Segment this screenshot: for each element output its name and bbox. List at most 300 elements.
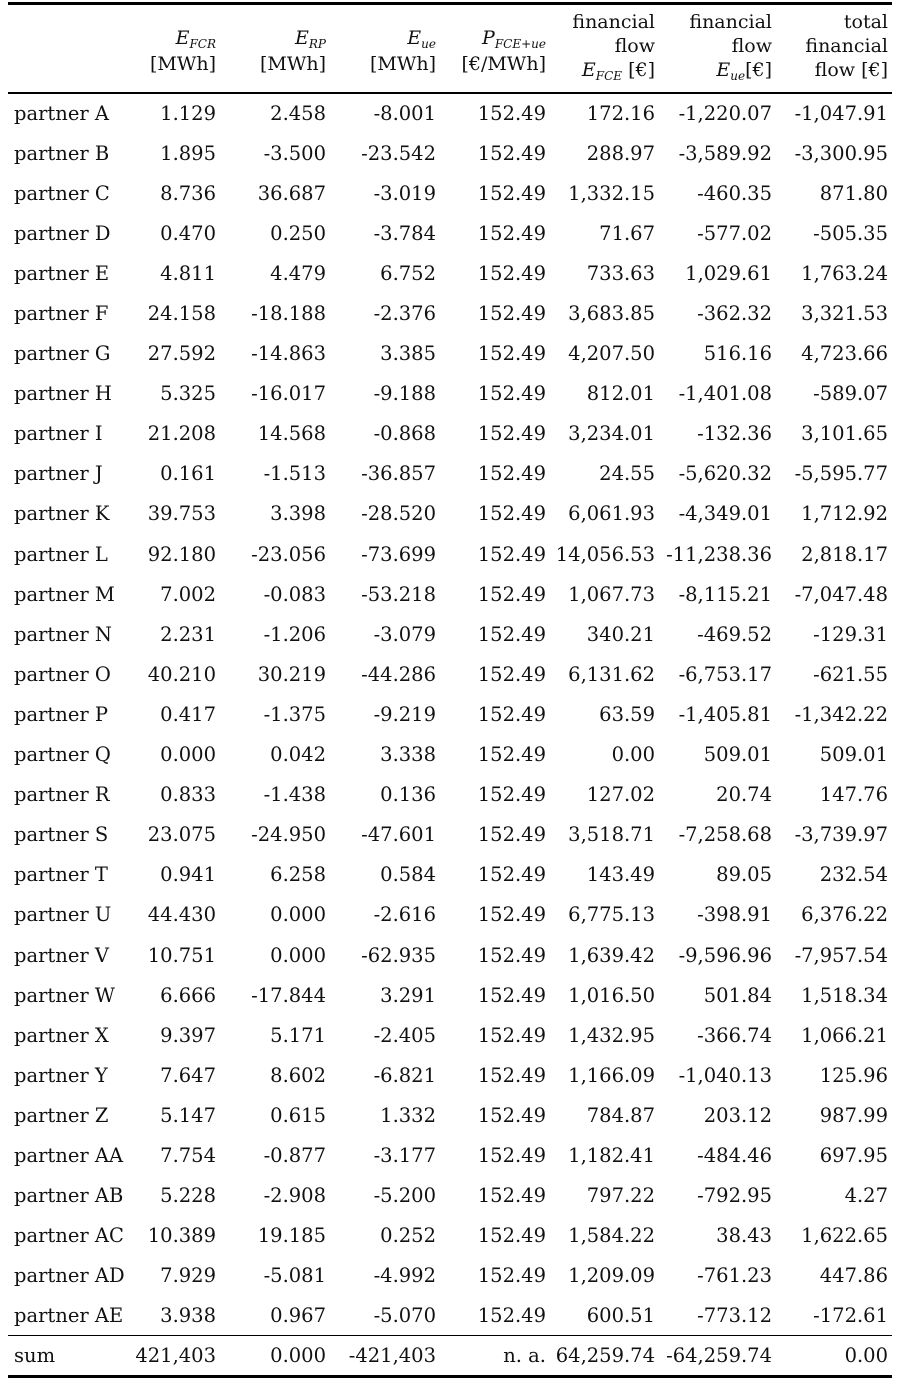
- cell-e-fcr: 0.417: [160, 702, 216, 726]
- cell-e-rp: 5.171: [270, 1023, 326, 1047]
- cell-e-ue: -9.219: [373, 702, 436, 726]
- sum-cell-total-flow: 0.00: [844, 1344, 888, 1367]
- cell-total-flow: 3,101.65: [801, 422, 888, 446]
- cell-flow-e-fce: 172.16: [586, 101, 655, 125]
- cell-flow-e-fce: 63.59: [599, 702, 655, 726]
- cell-flow-e-fce: 1,166.09: [568, 1063, 655, 1087]
- cell-p-fce-ue: 152.49: [477, 181, 546, 205]
- header-financial-flow-e-ue: financial flow $E_{ue}[€]$: [689, 11, 772, 83]
- cell-flow-e-ue: 1,029.61: [685, 261, 772, 285]
- cell-e-rp: -5.081: [263, 1264, 326, 1288]
- sum-cell-e-fcr: 421,403: [135, 1344, 216, 1367]
- cell-partner: partner Q: [14, 743, 111, 767]
- cell-total-flow: -5,595.77: [794, 462, 888, 486]
- sum-cell-p-fce-ue: n. a.: [503, 1344, 546, 1367]
- cell-e-fcr: 10.751: [147, 943, 216, 967]
- cell-partner: partner L: [14, 542, 108, 566]
- cell-total-flow: 4.27: [844, 1184, 888, 1208]
- cell-flow-e-ue: -132.36: [697, 422, 772, 446]
- cell-flow-e-fce: 0.00: [611, 743, 655, 767]
- cell-e-fcr: 27.592: [147, 342, 216, 366]
- header-e-rp: $E_{RP}$ [MWh]: [259, 27, 326, 75]
- cell-e-fcr: 7.647: [160, 1063, 216, 1087]
- cell-flow-e-fce: 6,061.93: [568, 502, 655, 526]
- cell-total-flow: 871.80: [819, 181, 888, 205]
- cell-e-ue: -3.079: [373, 622, 436, 646]
- cell-e-rp: -16.017: [251, 382, 326, 406]
- cell-p-fce-ue: 152.49: [477, 1103, 546, 1127]
- cell-partner: partner AB: [14, 1184, 124, 1208]
- cell-flow-e-ue: -3,589.92: [678, 141, 772, 165]
- table-row: [8, 614, 892, 654]
- cell-flow-e-ue: 89.05: [716, 863, 772, 887]
- cell-flow-e-fce: 3,518.71: [568, 823, 655, 847]
- cell-partner: partner D: [14, 221, 111, 245]
- cell-total-flow: -589.07: [813, 382, 888, 406]
- cell-e-ue: -3.177: [373, 1143, 436, 1167]
- cell-p-fce-ue: 152.49: [477, 1184, 546, 1208]
- table-row: [8, 173, 892, 213]
- cell-e-fcr: 10.389: [147, 1224, 216, 1248]
- cell-p-fce-ue: 152.49: [477, 823, 546, 847]
- cell-e-ue: -28.520: [361, 502, 436, 526]
- cell-flow-e-ue: -9,596.96: [678, 943, 772, 967]
- cell-total-flow: -7,957.54: [794, 943, 888, 967]
- cell-e-rp: -14.863: [251, 342, 326, 366]
- cell-e-fcr: 5.147: [160, 1103, 216, 1127]
- cell-flow-e-ue: -761.23: [697, 1264, 772, 1288]
- cell-flow-e-fce: 71.67: [599, 221, 655, 245]
- cell-total-flow: 447.86: [819, 1264, 888, 1288]
- cell-e-rp: 0.967: [270, 1304, 326, 1328]
- cell-total-flow: 4,723.66: [801, 342, 888, 366]
- cell-p-fce-ue: 152.49: [477, 542, 546, 566]
- cell-p-fce-ue: 152.49: [477, 302, 546, 326]
- cell-flow-e-ue: -362.32: [697, 302, 772, 326]
- cell-total-flow: 3,321.53: [801, 302, 888, 326]
- cell-flow-e-ue: -1,401.08: [678, 382, 772, 406]
- table-row: [8, 735, 892, 775]
- table-row: [8, 534, 892, 574]
- table-row: [8, 775, 892, 815]
- cell-e-fcr: 39.753: [147, 502, 216, 526]
- cell-e-ue: 6.752: [380, 261, 436, 285]
- cell-p-fce-ue: 152.49: [477, 261, 546, 285]
- cell-e-rp: 19.185: [257, 1224, 326, 1248]
- sum-row: [8, 1336, 892, 1375]
- cell-total-flow: -621.55: [813, 662, 888, 686]
- cell-e-rp: 3.398: [270, 502, 326, 526]
- table-row: [8, 494, 892, 534]
- table-row: [8, 133, 892, 173]
- cell-e-fcr: 0.470: [160, 221, 216, 245]
- cell-flow-e-ue: -398.91: [697, 903, 772, 927]
- cell-flow-e-fce: 4,207.50: [568, 342, 655, 366]
- cell-flow-e-fce: 127.02: [586, 783, 655, 807]
- cell-e-fcr: 0.833: [160, 783, 216, 807]
- cell-total-flow: -1,047.91: [794, 101, 888, 125]
- cell-partner: partner J: [14, 462, 103, 486]
- cell-flow-e-ue: 38.43: [716, 1224, 772, 1248]
- cell-flow-e-fce: 6,775.13: [568, 903, 655, 927]
- cell-total-flow: 147.76: [819, 783, 888, 807]
- cell-total-flow: 987.99: [819, 1103, 888, 1127]
- cell-flow-e-fce: 24.55: [599, 462, 655, 486]
- cell-flow-e-ue: -1,040.13: [678, 1063, 772, 1087]
- cell-p-fce-ue: 152.49: [477, 342, 546, 366]
- cell-e-ue: -8.001: [373, 101, 436, 125]
- cell-partner: partner Z: [14, 1103, 109, 1127]
- cell-flow-e-fce: 3,683.85: [568, 302, 655, 326]
- cell-e-rp: 0.615: [270, 1103, 326, 1127]
- cell-e-ue: -44.286: [361, 662, 436, 686]
- cell-total-flow: -3,300.95: [794, 141, 888, 165]
- cell-partner: partner P: [14, 702, 109, 726]
- header-e-fcr: $E_{FCR}$ [MWh]: [149, 27, 216, 75]
- cell-flow-e-ue: 203.12: [703, 1103, 772, 1127]
- table-row: [8, 1216, 892, 1256]
- cell-e-rp: -17.844: [251, 983, 326, 1007]
- header-p-fce-ue: $P_{FCE+ue}$ [€/MWh]: [461, 27, 546, 75]
- cell-e-fcr: 2.231: [160, 622, 216, 646]
- cell-total-flow: -1,342.22: [794, 702, 888, 726]
- cell-e-rp: -23.056: [251, 542, 326, 566]
- cell-flow-e-fce: 1,067.73: [568, 582, 655, 606]
- cell-flow-e-ue: 509.01: [703, 743, 772, 767]
- cell-e-fcr: 4.811: [160, 261, 216, 285]
- table-row: [8, 574, 892, 614]
- cell-flow-e-fce: 3,234.01: [568, 422, 655, 446]
- cell-partner: partner N: [14, 622, 112, 646]
- cell-p-fce-ue: 152.49: [477, 863, 546, 887]
- cell-flow-e-fce: 1,182.41: [568, 1143, 655, 1167]
- cell-partner: partner E: [14, 261, 110, 285]
- cell-e-ue: -2.376: [373, 302, 436, 326]
- cell-total-flow: 1,763.24: [801, 261, 888, 285]
- table-row: [8, 213, 892, 253]
- cell-e-rp: 6.258: [270, 863, 326, 887]
- cell-total-flow: 232.54: [819, 863, 888, 887]
- cell-p-fce-ue: 152.49: [477, 943, 546, 967]
- table-row: [8, 935, 892, 975]
- cell-e-rp: 36.687: [257, 181, 326, 205]
- cell-partner: partner AE: [14, 1304, 124, 1328]
- table-row: [8, 253, 892, 293]
- cell-total-flow: 509.01: [819, 743, 888, 767]
- table-row: [8, 975, 892, 1015]
- cell-partner: partner R: [14, 783, 110, 807]
- table-row: [8, 414, 892, 454]
- cell-total-flow: 1,712.92: [801, 502, 888, 526]
- cell-partner: partner O: [14, 662, 111, 686]
- table-row: [8, 454, 892, 494]
- header-partner: [8, 8, 128, 92]
- table-header: [8, 8, 892, 92]
- cell-e-ue: -5.070: [373, 1304, 436, 1328]
- cell-e-rp: -24.950: [251, 823, 326, 847]
- cell-partner: partner T: [14, 863, 108, 887]
- cell-p-fce-ue: 152.49: [477, 582, 546, 606]
- cell-flow-e-ue: -5,620.32: [678, 462, 772, 486]
- table-row: [8, 855, 892, 895]
- cell-e-ue: -36.857: [361, 462, 436, 486]
- cell-flow-e-fce: 1,639.42: [568, 943, 655, 967]
- cell-flow-e-ue: -577.02: [697, 221, 772, 245]
- table-row: [8, 1176, 892, 1216]
- cell-flow-e-fce: 733.63: [586, 261, 655, 285]
- cell-e-ue: -5.200: [373, 1184, 436, 1208]
- cell-e-ue: -2.405: [373, 1023, 436, 1047]
- cell-flow-e-fce: 340.21: [586, 622, 655, 646]
- cell-flow-e-ue: 516.16: [703, 342, 772, 366]
- cell-partner: partner U: [14, 903, 112, 927]
- cell-total-flow: 1,066.21: [801, 1023, 888, 1047]
- cell-flow-e-ue: 501.84: [703, 983, 772, 1007]
- table-row: [8, 895, 892, 935]
- cell-e-fcr: 24.158: [147, 302, 216, 326]
- cell-p-fce-ue: 152.49: [477, 662, 546, 686]
- cell-e-rp: -1.375: [263, 702, 326, 726]
- table-row: [8, 1256, 892, 1296]
- cell-partner: partner A: [14, 101, 109, 125]
- cell-flow-e-fce: 784.87: [586, 1103, 655, 1127]
- cell-flow-e-ue: -460.35: [697, 181, 772, 205]
- cell-e-rp: -1.513: [263, 462, 326, 486]
- table-row: [8, 1015, 892, 1055]
- cell-flow-e-ue: -366.74: [697, 1023, 772, 1047]
- table-row: [8, 1055, 892, 1095]
- cell-e-fcr: 5.228: [160, 1184, 216, 1208]
- cell-e-rp: 0.250: [270, 221, 326, 245]
- cell-p-fce-ue: 152.49: [477, 743, 546, 767]
- table-row: [8, 1095, 892, 1135]
- cell-partner: partner V: [14, 943, 109, 967]
- cell-partner: partner I: [14, 422, 103, 446]
- table-row: [8, 374, 892, 414]
- cell-e-ue: -0.868: [373, 422, 436, 446]
- cell-e-ue: -53.218: [361, 582, 436, 606]
- cell-p-fce-ue: 152.49: [477, 382, 546, 406]
- cell-flow-e-ue: -1,405.81: [678, 702, 772, 726]
- cell-e-fcr: 1.129: [160, 101, 216, 125]
- cell-e-fcr: 9.397: [160, 1023, 216, 1047]
- cell-flow-e-fce: 1,332.15: [568, 181, 655, 205]
- cell-partner: partner F: [14, 302, 109, 326]
- table-row: [8, 694, 892, 734]
- cell-p-fce-ue: 152.49: [477, 1063, 546, 1087]
- cell-total-flow: 1,518.34: [801, 983, 888, 1007]
- cell-partner: partner K: [14, 502, 110, 526]
- cell-total-flow: 125.96: [819, 1063, 888, 1087]
- cell-e-ue: -9.188: [373, 382, 436, 406]
- cell-e-rp: 14.568: [257, 422, 326, 446]
- table-row: [8, 93, 892, 133]
- top-rule: [8, 2, 892, 5]
- cell-partner: partner AC: [14, 1224, 124, 1248]
- cell-flow-e-fce: 1,432.95: [568, 1023, 655, 1047]
- cell-p-fce-ue: 152.49: [477, 1264, 546, 1288]
- cell-p-fce-ue: 152.49: [477, 502, 546, 526]
- cell-e-rp: -2.908: [263, 1184, 326, 1208]
- cell-flow-e-ue: -4,349.01: [678, 502, 772, 526]
- cell-e-ue: 1.332: [380, 1103, 436, 1127]
- cell-flow-e-fce: 1,209.09: [568, 1264, 655, 1288]
- cell-e-rp: -0.083: [263, 582, 326, 606]
- cell-flow-e-ue: -8,115.21: [678, 582, 772, 606]
- cell-partner: partner B: [14, 141, 110, 165]
- sum-cell-e-ue: -421,403: [348, 1344, 436, 1367]
- cell-p-fce-ue: 152.49: [477, 903, 546, 927]
- header-e-ue: $E_{ue}$ [MWh]: [369, 27, 436, 75]
- sum-cell-e-rp: 0.000: [270, 1344, 326, 1367]
- cell-e-rp: 2.458: [270, 101, 326, 125]
- cell-e-ue: -73.699: [361, 542, 436, 566]
- cell-total-flow: -3,739.97: [794, 823, 888, 847]
- cell-total-flow: 697.95: [819, 1143, 888, 1167]
- cell-e-fcr: 0.000: [160, 743, 216, 767]
- cell-flow-e-fce: 812.01: [586, 382, 655, 406]
- cell-flow-e-fce: 1,584.22: [568, 1224, 655, 1248]
- table-row: [8, 654, 892, 694]
- cell-e-fcr: 0.941: [160, 863, 216, 887]
- cell-e-ue: -3.019: [373, 181, 436, 205]
- cell-e-rp: -3.500: [263, 141, 326, 165]
- cell-partner: partner X: [14, 1023, 109, 1047]
- header-financial-flow-e-fce: financial flow $E_{FCE}$ [€]: [572, 11, 655, 83]
- cell-p-fce-ue: 152.49: [477, 1143, 546, 1167]
- cell-p-fce-ue: 152.49: [477, 1304, 546, 1328]
- cell-total-flow: 2,818.17: [801, 542, 888, 566]
- cell-e-fcr: 23.075: [147, 823, 216, 847]
- cell-e-ue: 3.385: [380, 342, 436, 366]
- cell-e-ue: -62.935: [361, 943, 436, 967]
- table-row: [8, 334, 892, 374]
- cell-e-fcr: 1.895: [160, 141, 216, 165]
- cell-e-rp: -0.877: [263, 1143, 326, 1167]
- cell-flow-e-fce: 143.49: [586, 863, 655, 887]
- cell-p-fce-ue: 152.49: [477, 702, 546, 726]
- cell-total-flow: -172.61: [813, 1304, 888, 1328]
- cell-e-fcr: 40.210: [147, 662, 216, 686]
- cell-p-fce-ue: 152.49: [477, 983, 546, 1007]
- cell-e-ue: 0.584: [380, 863, 436, 887]
- cell-e-fcr: 92.180: [147, 542, 216, 566]
- cell-flow-e-fce: 288.97: [586, 141, 655, 165]
- cell-e-ue: -2.616: [373, 903, 436, 927]
- sum-row-container: [8, 1336, 892, 1375]
- table-row: [8, 1296, 892, 1336]
- cell-p-fce-ue: 152.49: [477, 1224, 546, 1248]
- cell-p-fce-ue: 152.49: [477, 101, 546, 125]
- cell-e-rp: 4.479: [270, 261, 326, 285]
- cell-e-rp: 0.000: [270, 903, 326, 927]
- cell-flow-e-ue: -1,220.07: [678, 101, 772, 125]
- cell-flow-e-ue: 20.74: [716, 783, 772, 807]
- cell-partner: partner C: [14, 181, 110, 205]
- cell-flow-e-fce: 797.22: [586, 1184, 655, 1208]
- cell-e-ue: -6.821: [373, 1063, 436, 1087]
- cell-flow-e-ue: -792.95: [697, 1184, 772, 1208]
- header-total-financial-flow: total financial flow [€]: [805, 11, 888, 81]
- sum-cell-partner: sum: [14, 1344, 56, 1367]
- table-body: [8, 93, 892, 1336]
- cell-e-fcr: 7.754: [160, 1143, 216, 1167]
- cell-e-ue: 0.252: [380, 1224, 436, 1248]
- table-row: [8, 293, 892, 333]
- cell-p-fce-ue: 152.49: [477, 141, 546, 165]
- cell-e-fcr: 3.938: [160, 1304, 216, 1328]
- cell-e-fcr: 7.929: [160, 1264, 216, 1288]
- table-row: [8, 815, 892, 855]
- cell-e-rp: 0.042: [270, 743, 326, 767]
- cell-flow-e-fce: 6,131.62: [568, 662, 655, 686]
- cell-flow-e-fce: 1,016.50: [568, 983, 655, 1007]
- cell-e-rp: 8.602: [270, 1063, 326, 1087]
- cell-e-rp: -18.188: [251, 302, 326, 326]
- table-row: [8, 1135, 892, 1175]
- cell-total-flow: 1,622.65: [801, 1224, 888, 1248]
- cell-flow-e-ue: -6,753.17: [678, 662, 772, 686]
- cell-e-rp: -1.206: [263, 622, 326, 646]
- cell-flow-e-ue: -11,238.36: [666, 542, 772, 566]
- cell-flow-e-ue: -773.12: [697, 1304, 772, 1328]
- cell-flow-e-ue: -7,258.68: [678, 823, 772, 847]
- cell-p-fce-ue: 152.49: [477, 622, 546, 646]
- cell-e-ue: 3.338: [380, 743, 436, 767]
- cell-e-ue: -4.992: [373, 1264, 436, 1288]
- bottom-rule: [8, 1375, 892, 1378]
- cell-flow-e-ue: -469.52: [697, 622, 772, 646]
- cell-partner: partner G: [14, 342, 111, 366]
- cell-flow-e-ue: -484.46: [697, 1143, 772, 1167]
- cell-partner: partner M: [14, 582, 115, 606]
- cell-p-fce-ue: 152.49: [477, 422, 546, 446]
- cell-partner: partner AD: [14, 1264, 125, 1288]
- cell-e-ue: 3.291: [380, 983, 436, 1007]
- cell-e-fcr: 6.666: [160, 983, 216, 1007]
- cell-p-fce-ue: 152.49: [477, 462, 546, 486]
- cell-flow-e-fce: 14,056.53: [555, 542, 655, 566]
- cell-total-flow: -505.35: [813, 221, 888, 245]
- cell-partner: partner Y: [14, 1063, 108, 1087]
- cell-e-fcr: 8.736: [160, 181, 216, 205]
- cell-total-flow: -129.31: [813, 622, 888, 646]
- cell-partner: partner H: [14, 382, 112, 406]
- cell-e-ue: -47.601: [361, 823, 436, 847]
- cell-e-rp: -1.438: [263, 783, 326, 807]
- cell-e-fcr: 0.161: [160, 462, 216, 486]
- cell-p-fce-ue: 152.49: [477, 1023, 546, 1047]
- cell-e-fcr: 7.002: [160, 582, 216, 606]
- cell-partner: partner S: [14, 823, 109, 847]
- cell-e-ue: -23.542: [361, 141, 436, 165]
- cell-e-fcr: 5.325: [160, 382, 216, 406]
- cell-partner: partner W: [14, 983, 115, 1007]
- cell-total-flow: 6,376.22: [801, 903, 888, 927]
- cell-e-rp: 0.000: [270, 943, 326, 967]
- cell-total-flow: -7,047.48: [794, 582, 888, 606]
- cell-e-ue: 0.136: [380, 783, 436, 807]
- cell-partner: partner AA: [14, 1143, 124, 1167]
- cell-p-fce-ue: 152.49: [477, 783, 546, 807]
- sum-cell-flow-e-fce: 64,259.74: [555, 1344, 655, 1367]
- cell-e-rp: 30.219: [257, 662, 326, 686]
- sum-cell-flow-e-ue: -64,259.74: [666, 1344, 772, 1367]
- cell-e-ue: -3.784: [373, 221, 436, 245]
- cell-flow-e-fce: 600.51: [586, 1304, 655, 1328]
- cell-e-fcr: 44.430: [147, 903, 216, 927]
- cell-p-fce-ue: 152.49: [477, 221, 546, 245]
